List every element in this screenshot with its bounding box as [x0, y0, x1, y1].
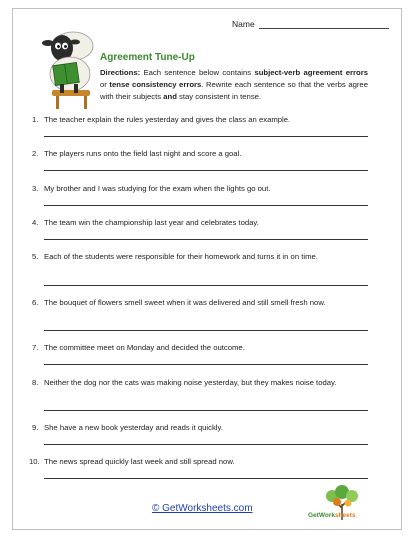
answer-line[interactable]: [44, 285, 368, 286]
question-number: 8.: [32, 378, 39, 387]
question-text: Each of the students were responsible for their homework and turns it in on time.: [44, 252, 318, 261]
directions-emphasis: and: [163, 92, 177, 101]
directions-text: [100, 67, 368, 103]
answer-line[interactable]: [44, 239, 368, 240]
question-text: The committee meet on Monday and decided the outcome.: [44, 343, 245, 352]
question-number: 4.: [32, 218, 39, 227]
answer-line[interactable]: [44, 410, 368, 411]
name-line[interactable]: [259, 19, 389, 29]
worksheet-title: Agreement Tune-Up: [100, 52, 195, 63]
question-number: 5.: [32, 252, 39, 261]
question-number: 2.: [32, 149, 39, 158]
question-text: Neither the dog nor the cats was making noise yesterday, but they makes noise today.: [44, 378, 337, 387]
answer-line[interactable]: [44, 444, 368, 445]
directions-part: . Rewrite each sentence so that the verbs agree with their subjects: [100, 80, 368, 101]
directions-part: or: [100, 80, 110, 89]
question-number: 3.: [32, 184, 39, 193]
answer-line[interactable]: [44, 364, 368, 365]
sheep-reading-mascot: [40, 24, 98, 110]
question-text: She have a new book yesterday and reads it quickly.: [44, 423, 223, 432]
question-text: The players runs onto the field last night and score a goal.: [44, 149, 242, 158]
logo-get: GetWork: [308, 512, 335, 519]
question-text: The bouquet of flowers smell sweet when it was delivered and still smell fresh now.: [44, 298, 326, 307]
question-text: The team win the championship last year and celebrates today.: [44, 218, 259, 227]
question-text: My brother and I was studying for the exam when the lights go out.: [44, 184, 271, 193]
answer-line[interactable]: [44, 170, 368, 171]
answer-line[interactable]: [44, 330, 368, 331]
directions-emphasis: tense consistency errors: [109, 80, 202, 89]
name-label: Name: [232, 19, 255, 29]
question-number: 10.: [29, 457, 40, 466]
question-number: 9.: [32, 423, 39, 432]
directions-emphasis: subject-verb agreement errors: [254, 68, 368, 77]
answer-line[interactable]: [44, 136, 368, 137]
question-number: 1.: [32, 115, 39, 124]
directions-part: Each sentence below contains: [140, 68, 255, 77]
question-text: The teacher explain the rules yesterday and gives the class an example.: [44, 115, 291, 124]
logo-wordmark: [308, 512, 356, 519]
logo-sheets: sheets: [334, 512, 356, 519]
question-number: 6.: [32, 298, 39, 307]
directions-lead: Directions:: [100, 68, 141, 77]
name-field[interactable]: [232, 19, 389, 29]
answer-line[interactable]: [44, 205, 368, 206]
getworksheets-link[interactable]: © GetWorksheets.com: [152, 503, 253, 514]
question-number: 7.: [32, 343, 39, 352]
answer-line[interactable]: [44, 478, 368, 479]
directions-part: stay consistent in tense.: [176, 92, 262, 101]
question-text: The news spread quickly last week and still spread now.: [44, 457, 235, 466]
